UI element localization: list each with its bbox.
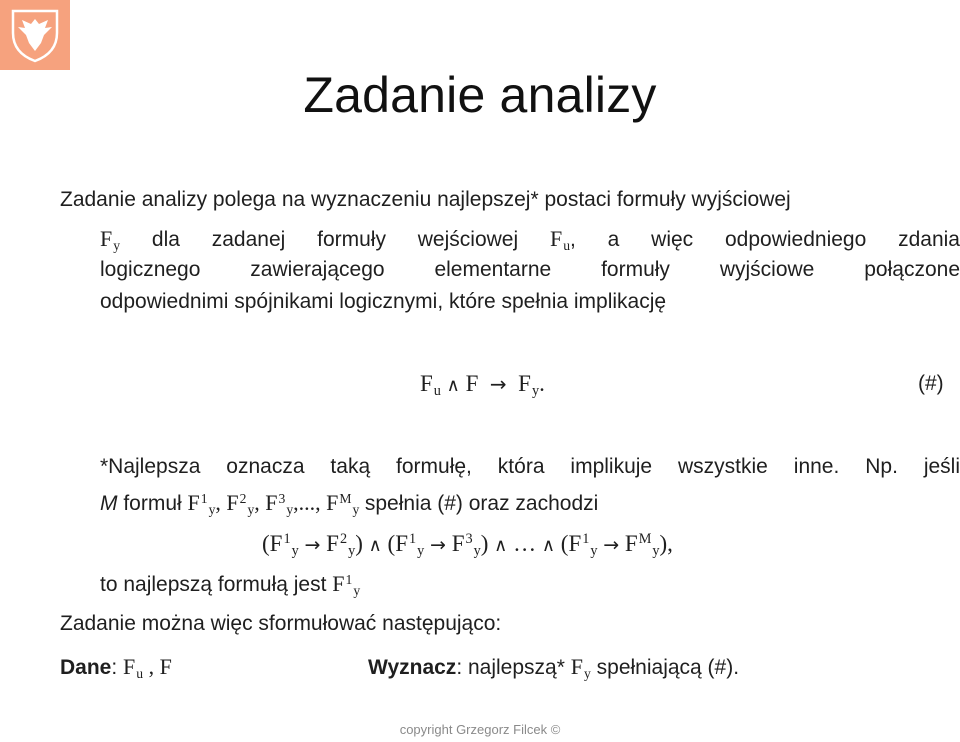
- given-line: Dane: Fu , F: [60, 654, 172, 681]
- equation-number: (#): [918, 372, 944, 395]
- implication-formula: Fu ∧ F → Fy.: [420, 371, 545, 399]
- intro-line-3: logicznego zawierającego elementarne formuły wyjściowe połączone: [100, 258, 960, 281]
- logo: [0, 0, 70, 70]
- implication-chain: $(F^1y \to F^2y)$ ∧ $(F^1y \to F^3y)$ ∧ … ∧ $(F^1y \to F^My)$,: [262, 531, 673, 559]
- note-line-3: to najlepszą formułą jest $F^1y$: [100, 571, 361, 598]
- intro-line-2: Fy dla zadanej formuły wejściowej Fu, a więc odpowiedniego zdania: [100, 226, 960, 253]
- note-line-2: M formuł $F^1y$, $F^2y$, $F^3y$,..., $F^My$ spełnia (#) oraz zachodzi: [100, 490, 599, 517]
- intro-line-1: Zadanie analizy polega na wyznaczeniu najlepszej* postaci formuły wyjściowej: [60, 188, 791, 211]
- note-line-1: *Najlepsza oznacza taką formułę, która implikuje wszystkie inne. Np. jeśli: [100, 455, 960, 478]
- intro-line-4: odpowiednimi spójnikami logicznymi, które spełnia implikację: [100, 290, 667, 313]
- copyright-footer: copyright Grzegorz Filcek ©: [399, 722, 561, 737]
- find-line: Wyznacz: najlepszą* Fy spełniającą (#).: [368, 654, 740, 681]
- page-title: Zadanie analizy: [303, 67, 657, 123]
- formulation-line: Zadanie można więc sformułować następująco:: [60, 612, 502, 635]
- eagle-logo-icon: [8, 7, 62, 63]
